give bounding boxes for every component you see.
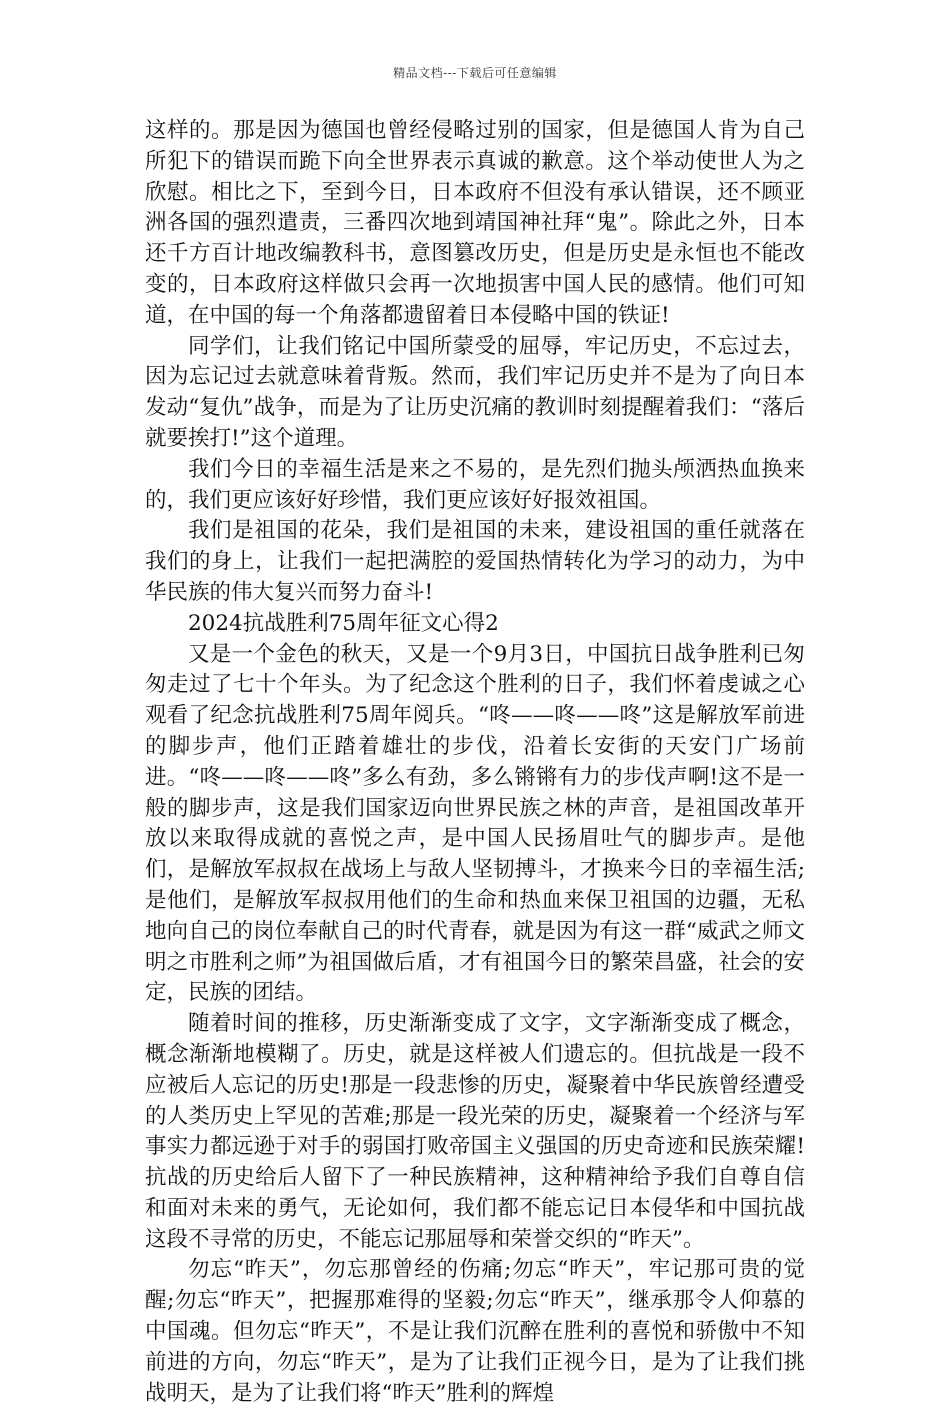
paragraph-german-apology: 这样的。那是因为德国也曾经侵略过别的国家，但是德国人肯为自己所犯下的错误而跪下向全世界表示真诚的歉意。这个举动使世人为之欣慰。相比之下，至到今日，日本政府不但没有承认错误，还不顾亚洲各国的强烈遣责，三番四次地到靖国神社拜“鬼”。除此之外，日本还千方百计地改编教科书，意图篡改历史，但是历史是永恒也不能改变的，日本政府这样做只会再一次地损害中国人民的感情。他们可知道，在中国的每一个角落都遗留着日本侵略中国的铁证! bbox=[145, 118, 805, 328]
page-header: 精品文档---下载后可任意编辑 bbox=[393, 66, 557, 80]
document-body bbox=[145, 116, 805, 1409]
paragraph-flowers-of-motherland: 我们是祖国的花朵，我们是祖国的未来，建设祖国的重任就落在我们的身上，让我们一起把满腔的爱国热情转化为学习的动力，为中华民族的伟大复兴而努力奋斗! bbox=[145, 518, 805, 605]
paragraph-golden-autumn: 又是一个金色的秋天，又是一个9月3日，中国抗日战争胜利已匆匆走过了七十个年头。为了纪念这个胜利的日子，我们怀着虔诚之心观看了纪念抗战胜利75周年阅兵。“咚——咚——咚”这是解放军前进的脚步声，他们正踏着雄壮的步伐，沿着长安街的天安门广场前进。“咚——咚——咚”多么有劲，多么锵锵有力的步伐声啊!这不是一般的脚步声，这是我们国家迈向世界民族之林的声音，是祖国改革开放以来取得成就的喜悦之声，是中国人民扬眉吐气的脚步声。是他们，是解放军叔叔在战场上与敌人坚韧搏斗，才换来今日的幸福生活;是他们，是解放军叔叔用他们的生命和热血来保卫祖国的边疆，无私地向自己的岗位奉献自己的时代青春，就是因为有这一群“威武之师文明之市胜利之师”为祖国做后盾，才有祖国今日的繁荣昌盛，社会的安定，民族的团结。 bbox=[145, 641, 805, 1006]
paragraph-never-forget-yesterday: 勿忘“昨天”，勿忘那曾经的伤痛;勿忘“昨天”，牢记那可贵的觉醒;勿忘“昨天”，把握那难得的坚毅;勿忘“昨天”，继承那令人仰慕的中国魂。但勿忘“昨天”，不是让我们沉醉在胜利的喜悦和骄傲中不知前进的方向，勿忘“昨天”，是为了让我们正视今日，是为了让我们挑战明天，是为了让我们将“昨天”胜利的辉煌 bbox=[145, 1257, 805, 1406]
paragraph-happy-life: 我们今日的幸福生活是来之不易的，是先烈们抛头颅洒热血换来的，我们更应该好好珍惜，我们更应该好好报效祖国。 bbox=[145, 456, 805, 513]
section-title: 2024抗战胜利75周年征文心得2 bbox=[188, 610, 499, 636]
paragraph-history-fading: 随着时间的推移，历史渐渐变成了文字，文字渐渐变成了概念，概念渐渐地模糊了。历史，就是这样被人们遗忘的。但抗战是一段不应被后人忘记的历史!那是一段悲惨的历史，凝聚着中华民族曾经遭受的人类历史上罕见的苦难;那是一段光荣的历史，凝聚着一个经济与军事实力都远逊于对手的弱国打败帝国主义强国的历史奇迹和民族荣耀!抗战的历史给后人留下了一种民族精神，这种精神给予我们自尊自信和面对未来的勇气，无论如何，我们都不能忘记日本侵华和中国抗战这段不寻常的历史，不能忘记那屈辱和荣誉交织的“昨天”。 bbox=[145, 1011, 805, 1252]
paragraph-remember-history: 同学们，让我们铭记中国所蒙受的屈辱，牢记历史，不忘过去，因为忘记过去就意味着背叛。然而，我们牢记历史并不是为了向日本发动“复仇”战争，而是为了让历史沉痛的教训时刻提醒着我们：“落后就要挨打!”这个道理。 bbox=[145, 333, 805, 451]
